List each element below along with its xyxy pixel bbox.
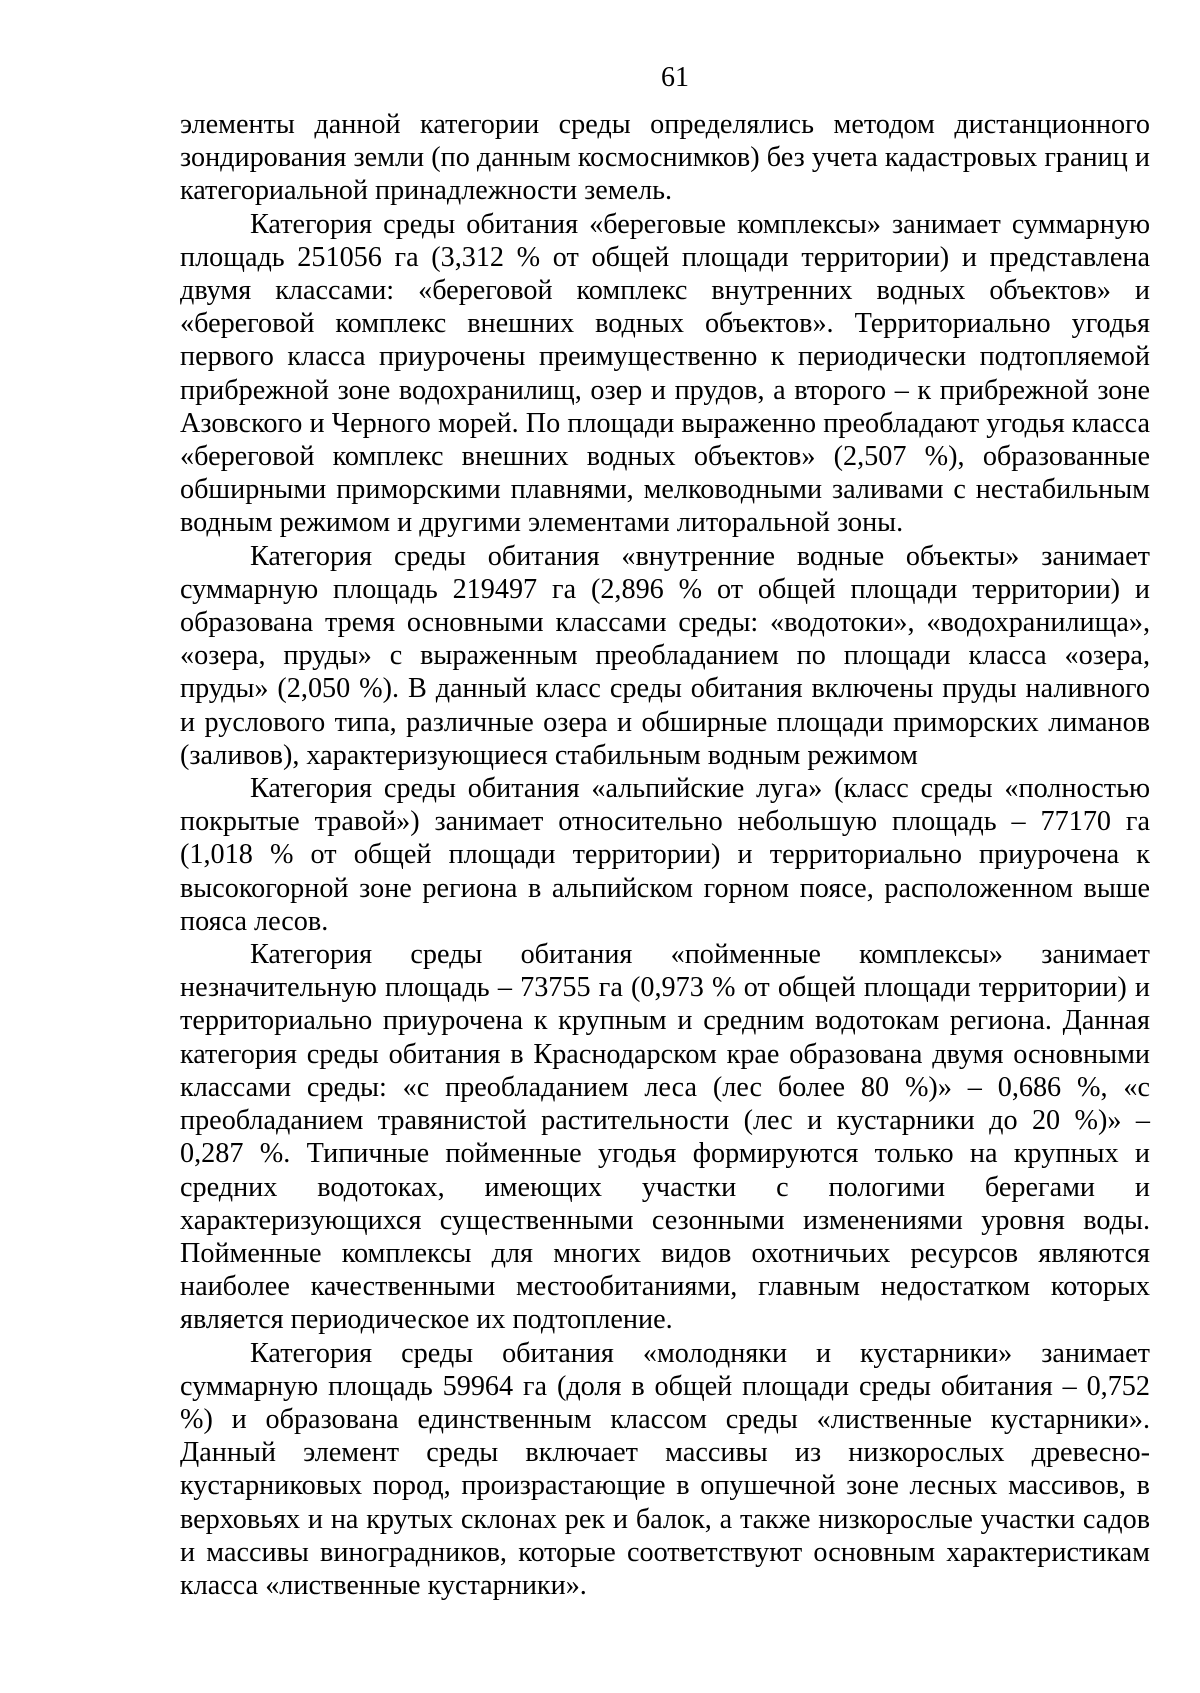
paragraph-floodplain-complexes: Категория среды обитания «пойменные комплексы» занимает незначительную площадь – 73755 га (0,973 % от общей площади территории) и территориально приурочена к крупным и средним водотокам региона. Данная категория среды обитания в Краснодарском крае образована двумя основными классами среды: «с преобладанием леса (лес более 80 %)» – 0,686 %, «с преобладанием травянистой растительности (лес и кустарники до 20 %)» – 0,287 %. Типичные пойменные угодья формируются только на крупных и средних водотоках, имеющих участки с пологими берегами и характеризующихся существенными сезонными изменениями уровня воды. Пойменные комплексы для многих видов охотничьих ресурсов являются наиболее качественными местообитаниями, главным недостатком которых является периодическое их подтопление. <box>180 939 1150 1336</box>
paragraph-continuation: элементы данной категории среды определялись методом дистанционного зондирования земли (по данным космоснимков) без учета кадастровых границ и категориальной принадлежности земель. <box>180 109 1150 207</box>
paragraph-young-growth-shrubs: Категория среды обитания «молодняки и кустарники» занимает суммарную площадь 59964 га (доля в общей площади среды обитания – 0,752 %) и образована единственным классом среды «лиственные кустарники». Данный элемент среды включает массивы из низкорослых древесно-кустарниковых пород, произрастающие в опушечной зоне лесных массивов, в верховьях и на крутых склонах рек и балок, а также низкорослые участки садов и массивы виноградников, которые соответствуют основным характеристикам класса «лиственные кустарники». <box>180 1337 1150 1601</box>
page-number: 61 <box>661 62 689 93</box>
paragraph-alpine-meadows: Категория среды обитания «альпийские луга» (класс среды «полностью покрытые травой») занимает относительно небольшую площадь – 77170 га (1,018 % от общей площади территории) и территориально приурочена к высокогорной зоне региона в альпийском горном поясе, расположенном выше пояса лесов. <box>180 773 1150 937</box>
paragraph-inland-waters: Категория среды обитания «внутренние водные объекты» занимает суммарную площадь 219497 га (2,896 % от общей площади территории) и образована тремя основными классами среды: «водотоки», «водохранилища», «озера, пруды» с выраженным преобладанием по площади класса «озера, пруды» (2,050 %). В данный класс среды обитания включены пруды наливного и руслового типа, различные озера и обширные площади приморских лиманов (заливов), характеризующиеся стабильным водным режимом <box>180 540 1150 771</box>
paragraph-coastal-complexes: Категория среды обитания «береговые комплексы» занимает суммарную площадь 251056 га (3,312 % от общей площади территории) и представлена двумя классами: «береговой комплекс внутренних водных объектов» и «береговой комплекс внешних водных объектов». Территориально угодья первого класса приурочены преимущественно к периодически подтопляемой прибрежной зоне водохранилищ, озер и прудов, а второго – к прибрежной зоне Азовского и Черного морей. По площади выраженно преобладают угодья класса «береговой комплекс внешних водных объектов» (2,507 %), образованные обширными приморскими плавнями, мелководными заливами с нестабильным водным режимом и другими элементами литоральной зоны. <box>180 208 1150 539</box>
document-body <box>180 108 1150 1602</box>
